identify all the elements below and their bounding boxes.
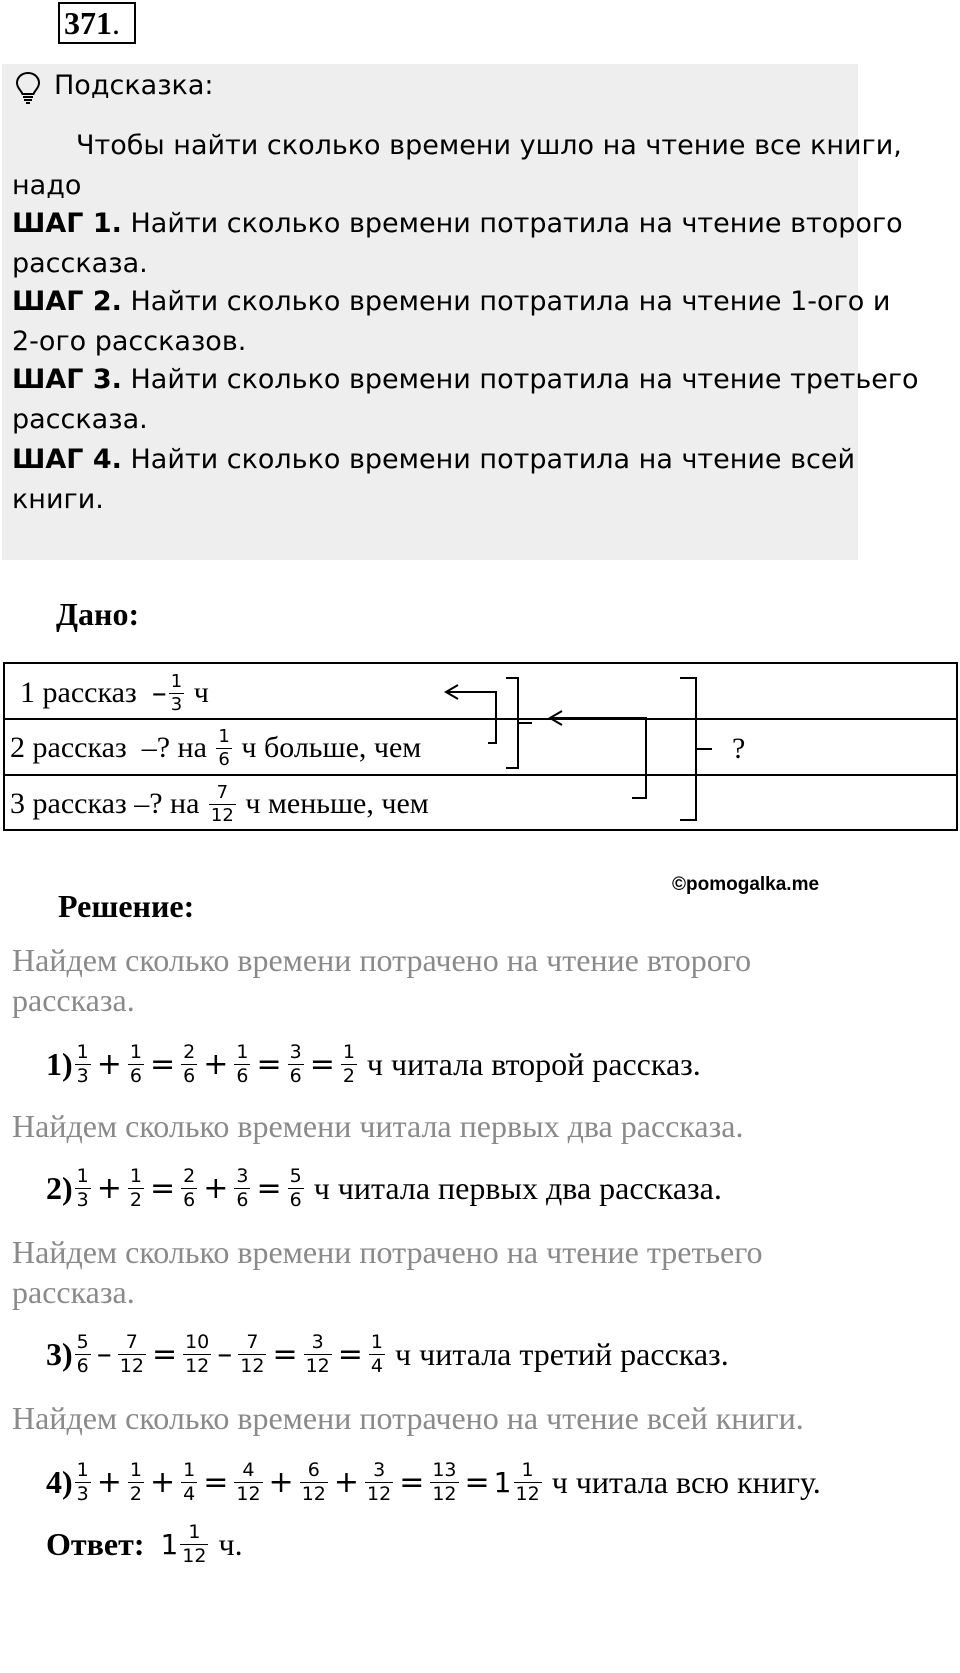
hint-title: Подсказка:	[54, 70, 214, 101]
hint-step-4: ШАГ 4. Найти сколько времени потратила на чтение всей	[12, 444, 856, 475]
given-question: ?	[732, 732, 746, 765]
answer-line: Ответ: 1 $\frac{1}{12}$ ч.	[46, 1520, 243, 1567]
lightbulb-icon	[14, 70, 42, 106]
watermark: ©pomogalka.me	[672, 874, 820, 895]
solution-step-1: 1) $\frac{1}{3}$ + $\frac{1}{6}$ = $\frac{2}{6}$ + $\frac{1}{6}$ = $\frac{3}{6}$ = $\frac{1}{2}$ ч читала второй рассказ.	[46, 1040, 701, 1087]
hint-step-2-cont: 2-ого рассказов.	[12, 326, 247, 357]
comment-3-line-1: Найдем сколько времени потрачено на чтение третьего	[12, 1234, 763, 1270]
given-row-2: 2 рассказ –? на $\frac{1}{6}$ ч больше, чем	[10, 725, 422, 770]
hint-step-2: ШАГ 2. Найти сколько времени потратила на чтение 1-ого и	[12, 286, 891, 317]
comment-2-line-1: Найдем сколько времени читала первых два рассказа.	[12, 1108, 744, 1144]
hint-step-3-cont: рассказа.	[12, 404, 148, 435]
solution-step-3: 3) $\frac{5}{6}$ – $\frac{7}{12}$ = $\frac{10}{12}$ – $\frac{7}{12}$ = $\frac{3}{12}$ = $\frac{1}{4}$ ч читала третий рассказ.	[46, 1330, 729, 1377]
hint-step-1-cont: рассказа.	[12, 248, 148, 279]
solution-step-4: 4) $\frac{1}{3}$ + $\frac{1}{2}$ + $\frac{1}{4}$ = $\frac{4}{12}$ + $\frac{6}{12}$ + $\frac{3}{12}$ = $\frac{13}{12}$ = 1 $\frac{1}{12}$ ч читала всю книгу.	[46, 1458, 821, 1505]
task-number: 371.	[64, 5, 120, 41]
hint-intro-line-1: Чтобы найти сколько времени ушло на чтение все книги,	[76, 130, 902, 161]
comment-4-line-1: Найдем сколько времени потрачено на чтение всей книги.	[12, 1400, 804, 1436]
hint-intro-line-2: надо	[12, 170, 82, 201]
hint-step-4-cont: книги.	[12, 484, 104, 515]
given-heading: Дано:	[56, 596, 140, 632]
comment-3-line-2: рассказа.	[12, 1274, 135, 1310]
hint-step-3: ШАГ 3. Найти сколько времени потратила на чтение третьего	[12, 364, 919, 395]
comment-1-line-1: Найдем сколько времени потрачено на чтение второго	[12, 942, 752, 978]
hint-step-1: ШАГ 1. Найти сколько времени потратила на чтение второго	[12, 208, 903, 239]
given-row-3: 3 рассказ –? на $\frac{7}{12}$ ч меньше, чем	[10, 781, 429, 826]
solution-step-2: 2) $\frac{1}{3}$ + $\frac{1}{2}$ = $\frac{2}{6}$ + $\frac{3}{6}$ = $\frac{5}{6}$ ч читала первых два рассказа.	[46, 1164, 722, 1211]
solution-heading: Решение:	[58, 888, 195, 924]
given-row-1: 1 рассказ – $\frac{1}{3}$ ч	[20, 670, 209, 715]
given-brace-diagram	[0, 660, 960, 840]
comment-1-line-2: рассказа.	[12, 982, 135, 1018]
